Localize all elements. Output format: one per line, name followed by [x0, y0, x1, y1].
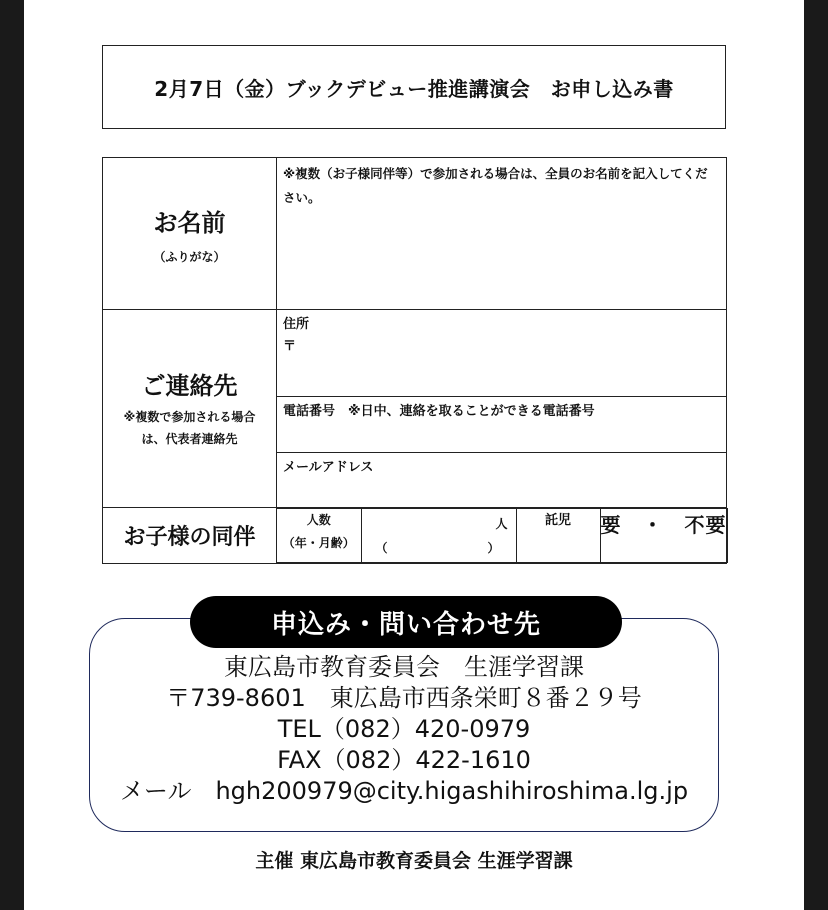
contact-info-lines — [89, 652, 719, 807]
footer-organizer: 主催 東広島市教育委員会 生涯学習課 — [255, 850, 573, 872]
contact-tel: TEL（082）420-0979 — [277, 715, 531, 743]
email-field[interactable] — [277, 453, 727, 508]
contact-heading: 申込み・問い合わせ先 — [190, 596, 622, 648]
form-title: 2月7日（金）ブックデビュー推進講演会 お申し込み書 — [102, 45, 726, 129]
contact-label: ご連絡先 — [141, 372, 238, 401]
contact-email[interactable]: メール hgh200979@city.higashihiroshima.lg.jp — [119, 777, 689, 805]
furigana-label: （ふりがな） — [153, 249, 226, 264]
address-field[interactable] — [277, 310, 727, 397]
phone-field[interactable] — [277, 397, 727, 453]
paren-open: （ — [375, 541, 388, 555]
name-field[interactable] — [277, 158, 727, 310]
name-label-cell — [103, 158, 277, 310]
paren-close: ） — [487, 541, 500, 555]
childcare-label: 託児 — [516, 509, 600, 563]
document-page — [24, 0, 804, 910]
contact-address: 〒739-8601 東広島市西条栄町８番２９号 — [166, 684, 642, 712]
child-label-cell — [103, 508, 277, 564]
contact-note-line1: ※複数で参加される場合 — [123, 410, 256, 425]
phone-label: 電話番号 ※日中、連絡を取ることができる電話番号 — [283, 404, 595, 419]
child-label: お子様の同伴 — [123, 525, 256, 550]
contact-note-line2: は、代表者連絡先 — [141, 432, 238, 446]
child-count-header — [277, 509, 361, 563]
contact-label-cell — [103, 310, 277, 508]
child-row — [277, 508, 727, 564]
person-unit: 人 — [495, 517, 508, 531]
childcare-choice[interactable]: 要 ・ 不要 — [600, 509, 727, 563]
name-note: ※複数（お子様同伴等）で参加される場合は、全員のお名前を記入してください。 — [283, 166, 708, 205]
postal-mark: 〒 — [283, 339, 297, 355]
application-form — [102, 157, 727, 564]
contact-org: 東広島市教育委員会 生涯学習課 — [224, 653, 584, 681]
address-label: 住所 — [283, 317, 310, 332]
name-label: お名前 — [153, 208, 226, 237]
child-count-label: 人数 — [306, 513, 331, 527]
child-age-label: （年・月齢） — [282, 535, 355, 550]
email-label: メールアドレス — [283, 460, 374, 475]
contact-fax: FAX（082）422-1610 — [277, 746, 531, 774]
child-count-field[interactable] — [361, 509, 516, 563]
